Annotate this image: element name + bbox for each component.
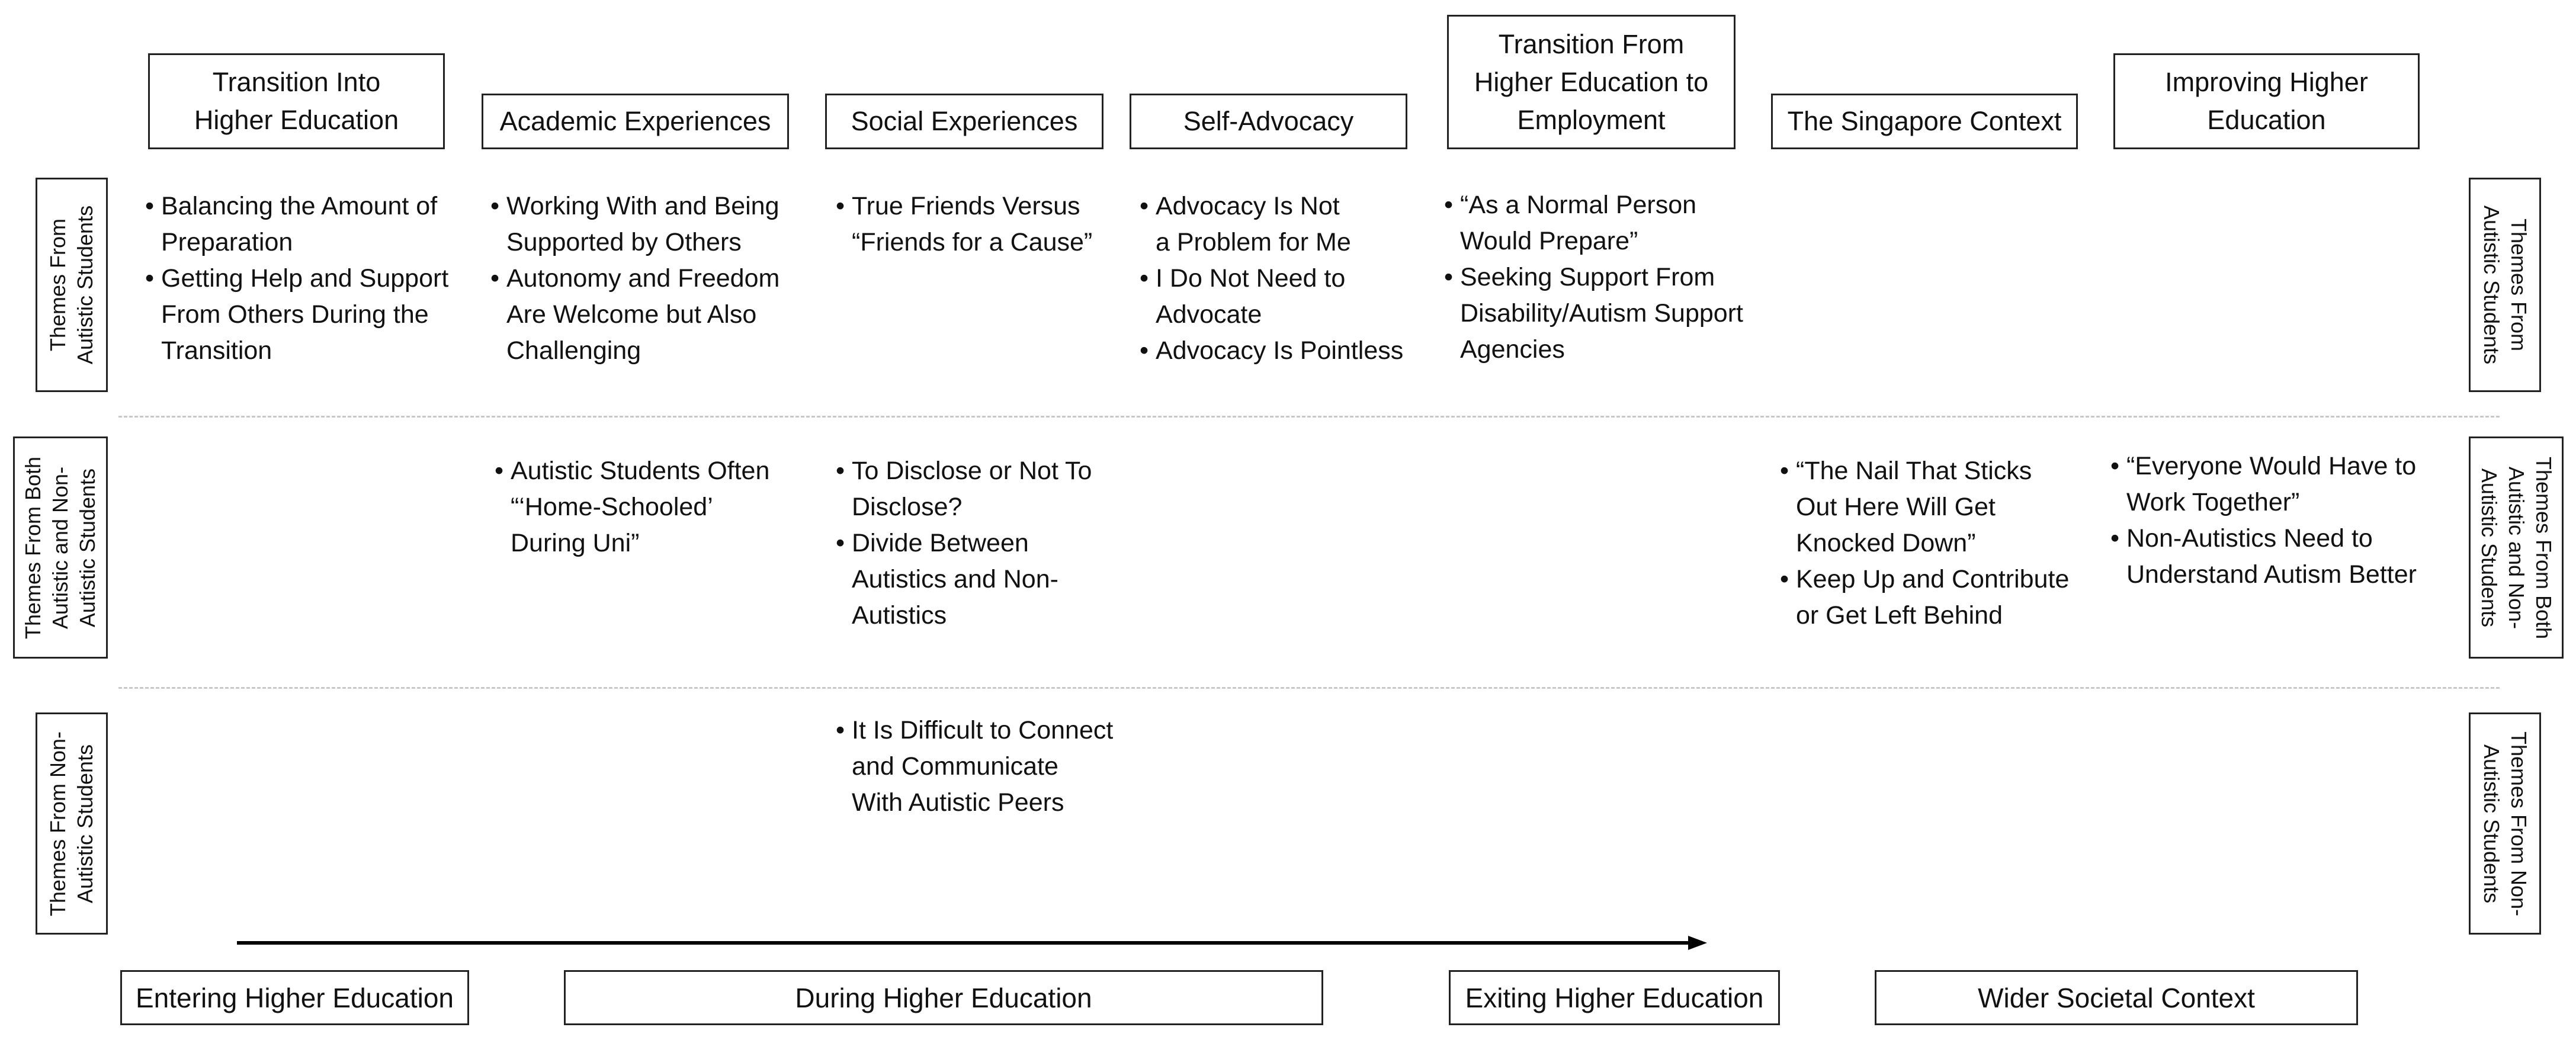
theme-item: • Seeking Support From Disability/Autism Support Agencies	[1444, 259, 1743, 368]
header-line: Employment	[1517, 104, 1666, 135]
theme-item: • Advocacy Is Not a Problem for Me	[1140, 188, 1403, 261]
row-label-autistic-right	[2469, 178, 2541, 392]
header-line: The Singapore Context	[1787, 106, 2062, 136]
phase-label: Wider Societal Context	[1978, 982, 2255, 1013]
phase-label: Entering Higher Education	[136, 982, 454, 1013]
row-divider	[118, 416, 2500, 418]
theme-item: • Keep Up and Contribute or Get Left Behind	[1780, 561, 2069, 634]
header-self-advocacy	[1130, 94, 1407, 149]
header-line: Transition From	[1498, 28, 1685, 59]
theme-list	[1780, 453, 2069, 634]
header-transition-from	[1447, 15, 1735, 149]
phase-wider-context	[1875, 970, 2358, 1025]
header-line: Improving Higher	[2165, 67, 2368, 97]
theme-item: • Autonomy and Freedom Are Welcome but Also Challenging	[490, 261, 779, 369]
theme-list	[836, 188, 1092, 261]
phase-during	[564, 970, 1323, 1025]
theme-item: • Divide Between Autistics and Non- Autistics	[836, 525, 1092, 634]
row-label-line: Themes From Both	[21, 456, 45, 639]
header-line: Transition Into	[212, 67, 381, 97]
row-label-line: Themes From Non-	[46, 731, 70, 916]
timeline-arrowhead	[1688, 936, 1707, 950]
theme-item: • Non-Autistics Need to Understand Autism Better	[2110, 521, 2417, 593]
theme-item: • Getting Help and Support From Others During the Transition	[145, 261, 448, 369]
header-line: Self-Advocacy	[1183, 106, 1354, 136]
row-label-line: Themes From Non-	[2507, 731, 2531, 916]
header-line: Higher Education	[194, 105, 399, 135]
header-line: Social Experiences	[851, 106, 1078, 136]
row-label-line: Autistic Students	[73, 744, 97, 903]
theme-list	[145, 188, 448, 369]
theme-list	[490, 188, 779, 369]
theme-item: • It Is Difficult to Connect and Communicate With Autistic Peers	[836, 712, 1113, 821]
row-divider	[118, 687, 2500, 689]
theme-item: • I Do Not Need to Advocate	[1140, 261, 1403, 333]
theme-item: • True Friends Versus “Friends for a Cause”	[836, 188, 1092, 261]
row-label-line: Autistic and Non-	[48, 466, 72, 629]
phase-label: During Higher Education	[795, 982, 1092, 1013]
header-line: Academic Experiences	[499, 106, 771, 136]
theme-item: • “Everyone Would Have to Work Together”	[2110, 448, 2417, 521]
row-label-non-autistic-right	[2469, 712, 2541, 935]
header-academic	[482, 94, 789, 149]
header-social	[825, 94, 1103, 149]
header-transition-into	[148, 53, 445, 149]
theme-list	[836, 712, 1113, 821]
phase-exiting	[1449, 970, 1780, 1025]
theme-item: • “As a Normal Person Would Prepare”	[1444, 187, 1743, 259]
row-label-line: Themes From Both	[2532, 456, 2556, 639]
row-label-line: Autistic Students	[2479, 744, 2504, 903]
theme-item: • Balancing the Amount of Preparation	[145, 188, 448, 261]
row-label-line: Autistic Students	[2477, 468, 2501, 627]
theme-item: • Working With and Being Supported by Others	[490, 188, 779, 261]
theme-item: • To Disclose or Not To Disclose?	[836, 453, 1092, 525]
theme-list	[836, 453, 1092, 634]
header-improving	[2113, 53, 2420, 149]
row-label-line: Autistic Students	[2479, 205, 2504, 365]
row-label-line: Themes From	[46, 218, 70, 352]
header-line: Higher Education to	[1474, 66, 1709, 97]
row-label-line: Themes From	[2507, 218, 2531, 352]
phase-label: Exiting Higher Education	[1465, 982, 1764, 1013]
theme-item: • Advocacy Is Pointless	[1140, 333, 1403, 369]
theme-list	[495, 453, 769, 561]
theme-list	[1444, 187, 1743, 368]
header-singapore-context	[1771, 94, 2078, 149]
theme-item: • Autistic Students Often “‘Home-Schooled’ During Uni”	[495, 453, 769, 561]
row-label-both-right	[2469, 436, 2564, 659]
row-label-autistic-left	[36, 178, 108, 392]
header-line: Education	[2207, 105, 2326, 135]
theme-list	[2110, 448, 2417, 593]
row-label-non-autistic-left	[36, 712, 108, 935]
timeline-arrow-line	[237, 941, 1694, 945]
row-label-line: Autistic Students	[73, 205, 97, 365]
row-label-both-left	[13, 436, 108, 659]
theme-list	[1140, 188, 1403, 369]
row-label-line: Autistic and Non-	[2504, 466, 2529, 629]
phase-entering	[120, 970, 469, 1025]
row-label-line: Autistic Students	[75, 468, 100, 627]
theme-item: • “The Nail That Sticks Out Here Will Get Knocked Down”	[1780, 453, 2069, 561]
